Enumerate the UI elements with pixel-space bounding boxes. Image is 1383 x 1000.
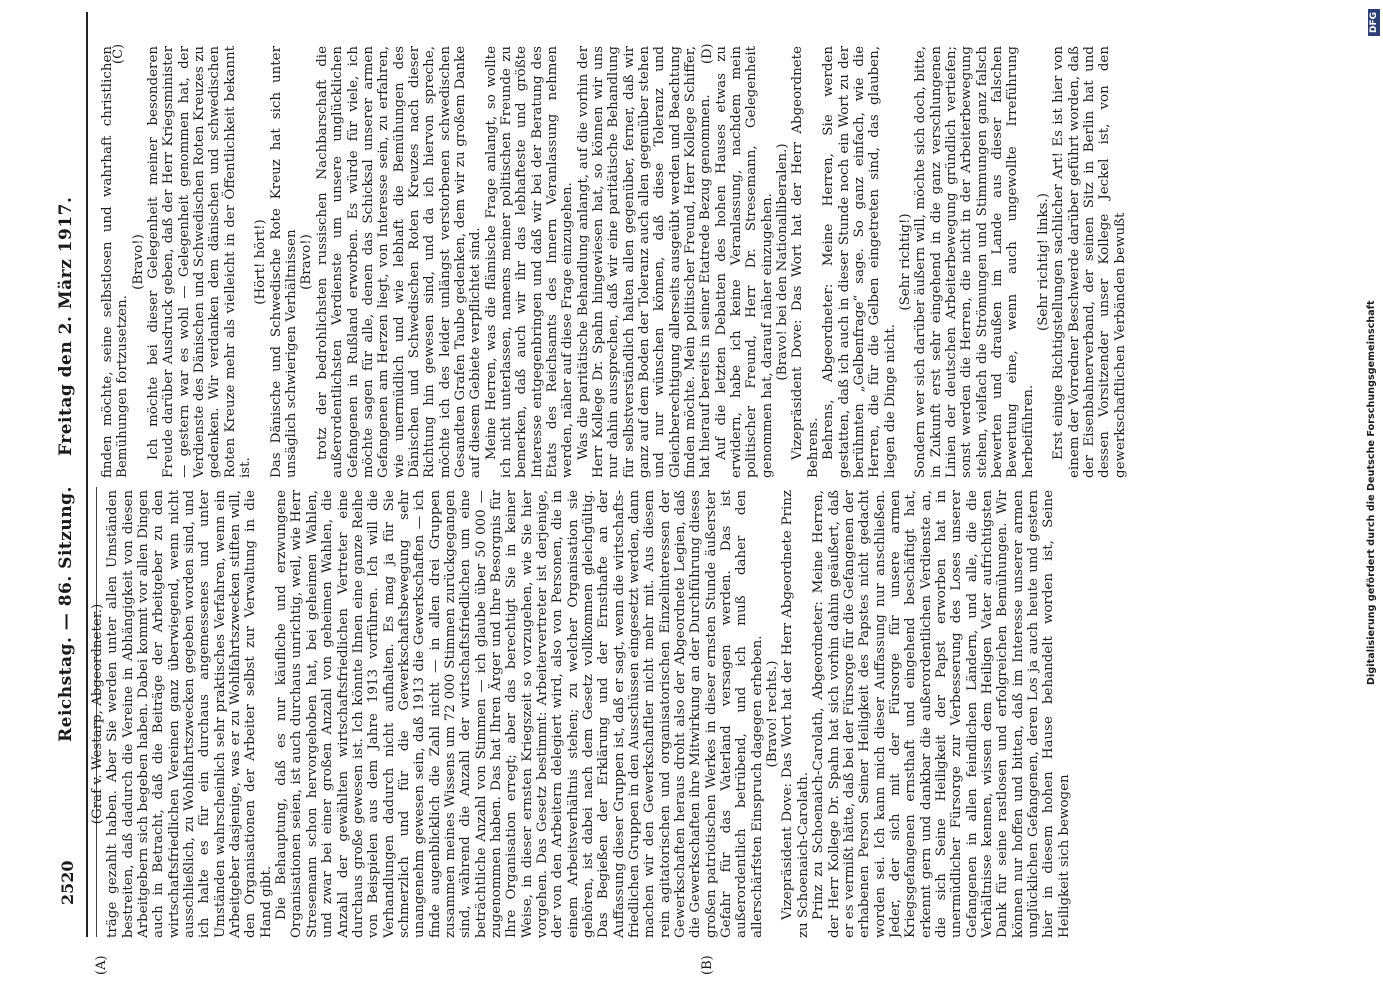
left-paragraph: Prinz zu Schoenaich-Carolath, Abgeordneter: Meine Herren, der Herr Kollege Dr. Spahn hat sich vorhin dahin geäußert, daß er es vermißt hätte, daß bei der Fürsorge für die Gefangenen der erhabenen Person Seiner Heiligkeit des Papstes nicht gedacht worden sei. Ich kann mich dieser Auffassung nur anschließen. Jeder, der sich mit der Fürsorge für unsere armen Kriegsgefangenen ernsthaft und eingehend beschäftigt hat, erkennt gern und dankbar die außerordentlichen Verdienste an, die sich Seine Heiligkeit der Papst erworben hat in unermüdlicher Fürsorge zur Verbesserung des Loses unserer Gefangenen in allen feindlichen Ländern, und alle, die die Verhältnisse kennen, wissen dem Heiligen Vater aufrichtigsten Dank für seine rastlosen und erfolgreichen Bemühungen. Wir können nur hoffen und bitten, daß im Interesse unserer armen unglücklichen Gefangenen, deren Los ja auch heute und gestern hier in diesem hohen Hause behandelt worden ist, Seine Heiligkeit sich bewogen	[811, 490, 1072, 938]
right-paragraph: (Bravo! bei den Nationalliberalen.)	[775, 143, 791, 381]
right-paragraph: finden möchte, seine selbstlosen und wahrhaft christlichen Bemühungen fortzusetzen.	[100, 46, 131, 478]
margin-marker-c: (C)	[111, 43, 126, 64]
right-paragraph: Ich möchte bei dieser Gelegenheit meiner besonderen Freude darüber Ausdruck geben, daß der Herr Kriegsminister — gestern war es wohl — Gelegenheit genommen hat, der Verdienste des Dänischen und Schwedischen Roten Kreuzes zu gedenken. Wir verdanken dem dänischen und schwedischen Roten Kreuze mehr als vielleicht in der Öffentlichkeit bekannt ist.	[146, 46, 254, 478]
left-paragraph: Vizepräsident Dove: Das Wort hat der Herr Abgeordnete Prinz zu Schoenaich-Carolath.	[780, 490, 811, 938]
left-paragraph: Die Behauptung, daß es nur käufliche und erzwungene Organisationen seien, ist auch durchaus unrichtig, weil, wie Herr Stresemann schon hervorgehoben hat, bei geheimen Wahlen, und zwar bei einer großen Anzahl von geheimen Wahlen, die Anzahl der gewählten wirtschaftsfriedlichen Vertreter eine durchaus große gewesen ist. Ich könnte Ihnen eine ganze Reihe von Beispielen aus dem Jahre 1913 vorführen. Ich will die Verhandlungen dadurch nicht aufhalten. Es mag ja für Sie schmerzlich und für die Gewerkschaftsbewegung sehr unangenehm gewesen sein, daß 1913 die Gewerkschaften — ich finde augenblicklich die Zahl nicht — in allen drei Gruppen zusammen meines Wissens um 72 000 Stimmen zurückgegangen sind, während die Anzahl der wirtschaftsfriedlichen um eine beträchtliche Anzahl von Stimmen — ich glaube über 50 000 — zugenommen haben. Das hat Ihren Ärger und Ihre Besorgnis für Ihre Organisation erregt; aber das berechtigt Sie in keiner Weise, in dieser ernsten Kriegszeit so vorzugehen, wie Sie hier vorgehen. Das Gesetz bestimmt: Arbeitervertreter ist derjenige, der von den Arbeitern delegiert wird, also von Personen, die in einem Arbeitsverhältnis stehen; zu welcher Organisation sie gehören, ist dabei nach dem Gesetz vollkommen gleichgültig. Das Begießen der Erklärung und der Ernsthafte an der Auffassung dieser Gruppen ist, daß er sagt, wenn die wirtschafts-friedlichen Gruppen in den Ausschüssen eingesetzt werden, dann machen wir den Gewerkschaftler nicht mehr mit. Aus diesem rein agitatorischen und organisatorischen Einzelinteressen der Gewerkschaften heraus droht also der Abgeordnete Legien, daß die Gewerkschaften ihre Mitwirkung an der Durchführung dieses großen patriotischen Werkes in dieser ernsten Stunde äußerster Gefahr für das Vaterland versagen werden. Das ist außerordentlich betrübend, und ich muß daher den allerschärfsten Einspruch dagegen erheben.	[274, 490, 765, 938]
left-paragraph: (Graf v. Westarp, Abgeordneter.)	[90, 603, 105, 825]
right-paragraph: Vizepräsident Dove: Das Wort hat der Herr Abgeordnete Behrens.	[790, 46, 821, 478]
left-paragraph: (Bravo! rechts.)	[765, 660, 781, 768]
digitization-note: Digitalisierung gefördert durch die Deutsche Forschungsgemeinschaft	[1366, 300, 1377, 685]
right-paragraph: Das Dänische und Schwedische Rote Kreuz hat sich unter unsäglich schwierigen Verhältnissen	[268, 46, 300, 478]
right-paragraph: trotz der bedrohlichsten russischen Nachbarschaft die außerordentlichsten Verdienste um unsere unglücklichen Gefangenen in Rußland erworben. Es würde für viele, ich möchte sagen für alle, denen das Schicksal unserer armen Gefangenen am Herzen liegt, von Interesse sein, zu erfahren, wie unermüdlich und wie lebhaft die Bemühungen des Dänischen und Schwedischen Roten Kreuzes nach dieser Richtung hin gewesen sind, und da ich hiervon spreche, möchte ich des leider unlängst verstorbenen schwedischen Gesandten Grafen Taube gedenken, dem wir zu großem Danke auf diesem Gebiete verpflichtet sind.	[314, 46, 484, 478]
right-paragraph: (Bravo!)	[299, 234, 315, 290]
right-paragraph: (Hört! hört!)	[253, 219, 269, 305]
margin-marker-b: (B)	[700, 955, 715, 975]
right-paragraph: Was die paritätische Behandlung anlangt, auf die vorhin der Herr Kollege Dr. Spahn hingewiesen hat, so können wir uns nur dahin aussprechen, daß wir eine paritätische Behandlung für selbstverständlich halten allen gegenüber, ferner, daß wir ganz auf dem Boden der Toleranz auch allen gegenüber stehen und nur wünschen können, daß diese Toleranz und Gleichberechtigung allerseits ausgeübt werden und Beachtung finden möchte. Mein politischer Freund, Herr Kollege Schiffer, hat hierauf bereits in seiner Etatrede Bezug genommen.	[575, 46, 714, 478]
right-paragraph: (Sehr richtig!)	[897, 213, 913, 311]
right-paragraph: Sondern wer sich darüber äußern will, möchte sich doch, bitte, in Zukunft erst sehr eingehend in die ganz verschlungenen Linien der deutschen Arbeiterbewegung gründlich vertiefen; sonst werden die Herren, die nicht in der Arbeiterbewegung stehen, vielfach die Strömungen und Stimmungen ganz falsch bewerten und draußen im Lande aus dieser falschen Bewertung eine, wenn auch ungewollte Irreführung herbeiführen.	[913, 46, 1036, 478]
left-text-column	[90, 490, 1310, 938]
header-left-title: Reichstag. — 86. Sitzung.	[56, 486, 76, 742]
right-paragraph: (Bravo!)	[130, 234, 146, 290]
header-rule	[86, 12, 88, 937]
left-paragraph: träge gezahlt haben. Aber Sie werden unter allen Umständen bestreiten, daß dadurch die Vereine in Abhängigkeit von diesen Arbeitgebern sich begeben haben. Dabei kommt vor allen Dingen auch in Betracht, daß die Beiträge der Arbeitgeber zu den wirtschaftsfriedlichen Vereinen ganz überwiegend, wenn nicht ausschließlich, zu Wohlfahrtszwecken gegeben worden sind, und ich halte es für ein durchaus angemessenes und unter Umständen wahrscheinlich sehr praktisches Verfahren, wenn ein Arbeitgeber dasjenige, was er zu Wohlfahrtszwecken stiften will, den Organisationen der Arbeiter selbst zur Verwaltung in die Hand gibt.	[105, 490, 274, 938]
header-right-title: Freitag den 2. März 1917.	[56, 196, 76, 456]
right-paragraph: Meine Herren, was die flämische Frage anlangt, so wollte ich nicht unterlassen, namens meiner politischen Freunde zu bemerken, daß auch wir ihr das lebhafteste und größte Interesse entgegenbringen und daß wir bei der Beratung des Etats des Reichsamts des Innern Veranlassung nehmen werden, näher auf diese Frage einzugehen.	[483, 46, 576, 478]
right-paragraph: (Sehr richtig! links.)	[1035, 193, 1051, 331]
margin-marker-a: (A)	[94, 955, 109, 975]
right-text-column	[100, 43, 1305, 478]
right-paragraph: Behrens, Abgeordneter: Meine Herren, Sie werden gestatten, daß ich auch in dieser Stunde noch ein Wort zu der berühmten „Gelbenfrage“ sage. So ganz einfach, wie die Herren, die für die Gelben eingetreten sind, das glauben, liegen die Dinge nicht.	[821, 46, 898, 478]
page-number: 2520	[58, 860, 77, 905]
margin-marker-d: (D)	[700, 43, 715, 64]
right-paragraph: Erst einige Richtigstellungen sachlicher Art! Es ist hier von einem der Vorredner Beschwerde darüber geführt worden, daß der Eisenbahnerverband, der seinen Sitz in Berlin hat und dessen Vorsitzender unser Kollege Jeckel ist, von den gewerkschaftlichen Verbänden bewußt	[1051, 46, 1128, 478]
right-paragraph: Auf die letzten Debatten des hohen Hauses etwas zu erwidern, habe ich keine Veranlassung, nachdem mein politischer Freund, Herr Dr. Stresemann, Gelegenheit genommen hat, darauf näher einzugehen.	[713, 46, 775, 478]
dfg-logo: DFG	[1368, 9, 1380, 36]
